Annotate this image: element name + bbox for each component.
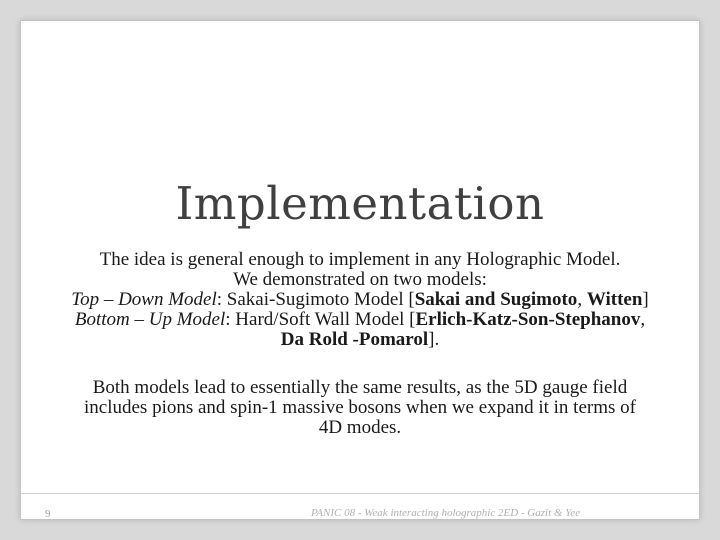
reference-author: Sakai and Sugimoto: [414, 289, 578, 310]
body-line: 4D modes.: [318, 417, 402, 438]
body-line: Both models lead to essentially the same results, as the 5D gauge field: [92, 377, 628, 398]
slide-title: Implementation: [175, 177, 545, 230]
bracket: ]: [642, 289, 649, 310]
footer-divider: [21, 493, 699, 494]
page-number: 9: [45, 508, 51, 520]
body-line: [31, 330, 689, 350]
body-line: The idea is general enough to implement in any Holographic Model.: [99, 249, 621, 270]
separator: ,: [577, 289, 587, 310]
model-description: : Hard/Soft Wall Model [: [225, 309, 416, 330]
reference-author: Witten: [586, 289, 643, 310]
separator: ,: [640, 309, 646, 330]
model-type-label: Top – Down Model: [71, 289, 217, 310]
slide-canvas: [20, 20, 700, 520]
footer-text: PANIC 08 - Weak interacting holographic 2ED - Gazit & Yee: [311, 507, 581, 519]
model-description: : Sakai-Sugimoto Model [: [216, 289, 415, 310]
reference-author: Da Rold -Pomarol: [280, 329, 429, 350]
body-paragraph-1: [31, 250, 689, 350]
body-paragraph-2: [31, 378, 689, 438]
bracket: ].: [428, 329, 440, 350]
body-line-top-down: [31, 290, 689, 310]
reference-author: Erlich-Katz-Son-Stephanov: [415, 309, 641, 330]
model-type-label: Bottom – Up Model: [74, 309, 226, 330]
body-line-bottom-up: [31, 310, 689, 330]
body-line: includes pions and spin-1 massive bosons when we expand it in terms of: [84, 397, 636, 418]
body-line: We demonstrated on two models:: [233, 269, 487, 290]
